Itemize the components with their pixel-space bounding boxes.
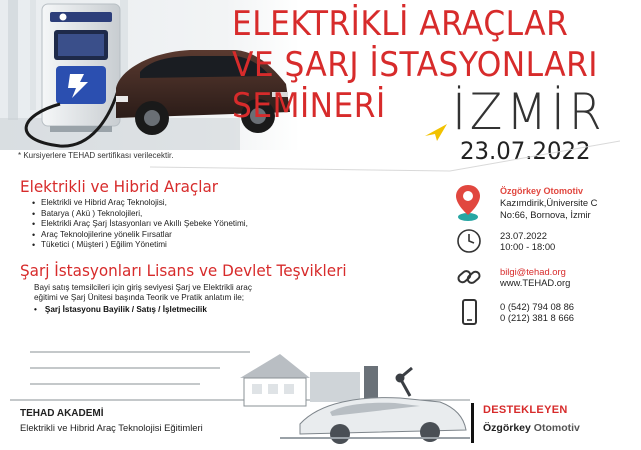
dealer-topics-text: Şarj İstasyonu Bayilik / Satış / İşletmecilik xyxy=(44,305,207,314)
phone-number[interactable]: 0 (212) 381 8 666 xyxy=(500,312,575,324)
sponsor-name-main: Özgörkey xyxy=(483,422,531,434)
location-pin-icon xyxy=(456,183,486,223)
list-item: • Batarya ( Akü ) Teknolojileri, xyxy=(32,209,248,220)
sponsor-label: DESTEKLEYEN xyxy=(483,404,568,416)
event-schedule xyxy=(500,230,555,253)
section-title-electric-hybrid: Elektrikli ve Hibrid Araçlar xyxy=(20,177,219,196)
title-line-2: VE ŞARJ İSTASYONLARI xyxy=(232,45,598,85)
city-label: İZMİR xyxy=(452,83,606,141)
topic-list xyxy=(32,198,248,251)
bullet-icon: • xyxy=(34,305,37,314)
building-sketch xyxy=(240,354,378,406)
list-item: • Araç Teknolojilerine yönelik Fırsatlar xyxy=(32,230,248,241)
venue-address xyxy=(500,186,597,220)
link-icon xyxy=(456,264,482,290)
car-sketch xyxy=(280,398,470,444)
title-line-3: SEMİNERİ xyxy=(232,86,386,126)
email-link[interactable]: bilgi@tehad.org xyxy=(500,266,566,277)
section-description xyxy=(34,283,334,304)
list-item: • Elektrikli ve Hibrid Araç Teknolojisi, xyxy=(32,198,248,209)
address-line: Kazımdirik,Üniversite C xyxy=(500,197,598,209)
phone-number[interactable]: 0 (542) 794 08 86 xyxy=(500,301,575,312)
event-date: 23.07.2022 xyxy=(500,230,547,241)
academy-subtitle: Elektrikli ve Hibrid Araç Teknolojisi Eğitimleri xyxy=(20,422,203,433)
section-title-licensing: Şarj İstasyonları Lisans ve Devlet Teşvikleri xyxy=(20,261,347,280)
cursor-pointer-icon xyxy=(423,122,449,142)
list-item: • Elektrikli Araç Şarj İstasyonları ve Akıllı Şebeke Yönetimi, xyxy=(32,219,248,230)
dealer-topics xyxy=(34,305,207,314)
academy-title: TEHAD AKADEMİ xyxy=(20,408,104,419)
event-time: 10:00 - 18:00 xyxy=(500,241,556,253)
certificate-note: * Kursiyerlere TEHAD sertifikası verilecektir. xyxy=(18,151,174,160)
sponsor-name-suffix: Otomotiv xyxy=(533,422,580,434)
sponsor-divider xyxy=(471,403,474,443)
description-line: eğitimi ve Şarj Ünitesi başında Teorik ve Pratik anlatım ile; xyxy=(34,293,245,303)
address-line: No:66, Bornova, İzmir xyxy=(500,208,591,220)
robot-arm-sketch xyxy=(397,368,412,396)
venue-name: Özgörkey Otomotiv xyxy=(500,186,584,196)
footer-illustration xyxy=(0,338,480,450)
event-date-large: 23.07.2022 xyxy=(460,137,591,165)
phone-icon xyxy=(456,299,482,327)
title-line-1: ELEKTRİKLİ ARAÇLAR xyxy=(232,4,569,44)
clock-icon xyxy=(456,228,482,254)
description-line: Bayi satış temsilcileri için giriş seviyesi Şarj ve Elektrikli araç xyxy=(34,283,252,292)
website-link[interactable]: www.TEHAD.org xyxy=(500,277,571,289)
sponsor-name xyxy=(483,422,580,434)
list-item: • Tüketici ( Müşteri ) Eğilim Yönetimi xyxy=(32,240,248,251)
web-contacts xyxy=(500,266,570,289)
phone-numbers xyxy=(500,301,574,324)
